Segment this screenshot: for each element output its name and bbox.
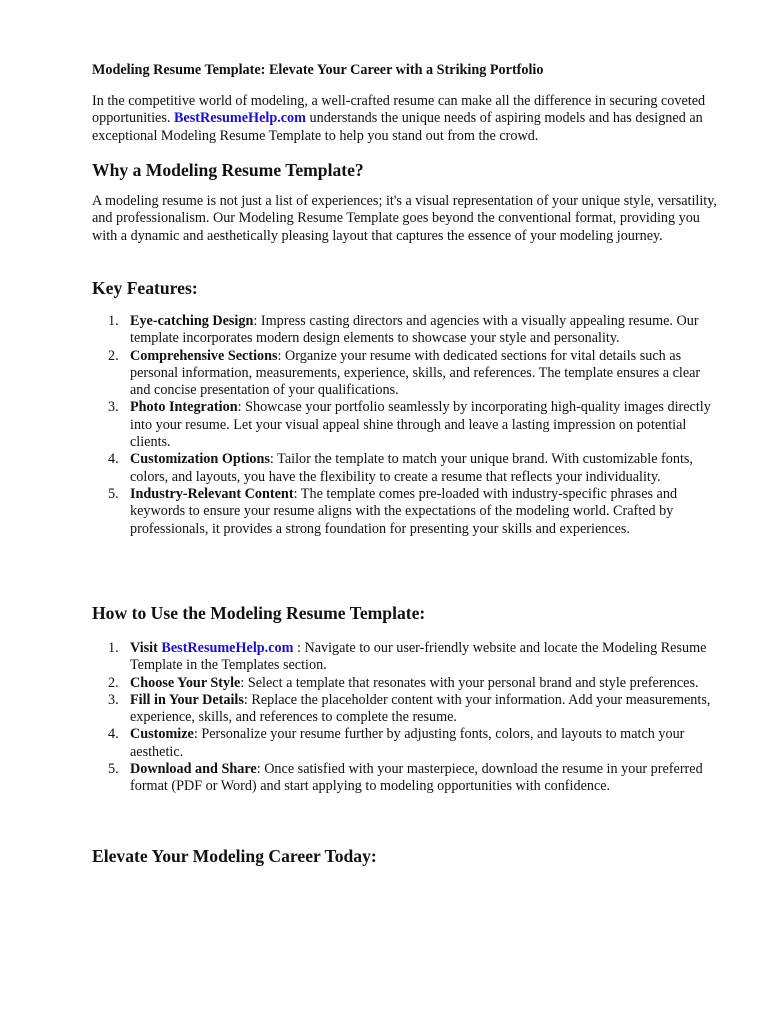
- list-item: [92, 348, 722, 400]
- feature-term: Industry-Relevant Content: [130, 485, 294, 502]
- list-item: [92, 313, 722, 348]
- list-item: [92, 399, 722, 451]
- key-features-heading: Key Features:: [92, 278, 198, 298]
- intro-text-after: understands the unique needs of aspiring models and has designed an exceptional Modeling Resume Template to help you stand out from the crowd.: [92, 110, 703, 144]
- step-text: Replace the placeholder content with your information. Add your measurements, experience, skills, and references to complete the resume.: [130, 691, 711, 726]
- term-separator: :: [237, 399, 242, 416]
- step-term: Download and Share: [130, 761, 257, 778]
- list-item: [92, 486, 722, 538]
- feature-text: Showcase your portfolio seamlessly by incorporating high-quality images directly into your resume. Let your visual appeal shine through and leave a lasting impression on potential clients.: [130, 399, 711, 451]
- step-text: Personalize your resume further by adjusting fonts, colors, and layouts to match your aesthetic.: [130, 726, 685, 760]
- list-number: 2.: [108, 674, 119, 691]
- feature-text: Impress casting directors and agencies with a visually appealing resume. Our template incorporates modern design elements to showcase your style and personality.: [130, 313, 699, 347]
- step-term: Fill in Your Details: [130, 691, 244, 708]
- elevate-career-heading: Elevate Your Modeling Career Today:: [92, 846, 377, 866]
- how-to-use-heading: How to Use the Modeling Resume Template:: [92, 603, 426, 623]
- step-text: Once satisfied with your masterpiece, download the resume in your preferred format (PDF or Word) and start applying to modeling opportunities with confidence.: [130, 761, 703, 795]
- list-number: 3.: [108, 691, 119, 708]
- step-text: Navigate to our user-friendly website and locate the Modeling Resume Template in the Templates section.: [130, 640, 707, 674]
- term-separator: :: [277, 347, 282, 364]
- term-separator: :: [243, 691, 248, 708]
- list-item: [92, 726, 722, 761]
- list-number: 3.: [108, 399, 119, 416]
- list-number: 5.: [108, 485, 119, 502]
- step-term: Customize: [130, 726, 194, 743]
- feature-text: Tailor the template to match your unique brand. With customizable fonts, colors, and layouts, you have the flexibility to create a resume that reflects your individuality.: [130, 451, 693, 485]
- term-separator: :: [253, 313, 258, 329]
- bestresumehelp-link[interactable]: BestResumeHelp.com: [173, 110, 306, 127]
- term-separator: :: [293, 640, 301, 656]
- bestresumehelp-link[interactable]: BestResumeHelp.com: [161, 640, 294, 656]
- feature-text: Organize your resume with dedicated sections for vital details such as personal information, measurements, experience, skills, and references. The template ensures a clear and concise presentation of your qualifications.: [130, 347, 701, 399]
- list-number: 4.: [108, 451, 119, 468]
- document-title: Modeling Resume Template: Elevate Your Career with a Striking Portfolio: [92, 62, 544, 78]
- step-text: Select a template that resonates with your personal brand and style preferences.: [244, 674, 699, 691]
- list-number: 4.: [108, 726, 119, 743]
- feature-term: Comprehensive Sections: [130, 347, 278, 364]
- step-term: Visit: [130, 640, 162, 656]
- feature-term: Photo Integration: [130, 399, 238, 416]
- feature-text: The template comes pre-loaded with industry-specific phrases and keywords to ensure your resume aligns with the expectations of the modeling world. Crafted by professionals, it provides a strong foundation for presenting your skills and experiences.: [130, 485, 678, 537]
- list-number: 1.: [108, 640, 119, 656]
- step-term: Choose Your Style: [130, 674, 241, 691]
- why-heading: Why a Modeling Resume Template?: [92, 160, 364, 180]
- list-item: [92, 451, 722, 486]
- term-separator: :: [269, 451, 274, 468]
- term-separator: :: [193, 726, 198, 743]
- list-item: [92, 675, 722, 692]
- term-separator: :: [240, 674, 245, 691]
- list-item: [92, 640, 722, 675]
- term-separator: :: [256, 761, 261, 778]
- intro-paragraph: [92, 93, 722, 145]
- why-paragraph: A modeling resume is not just a list of experiences; it's a visual representation of your unique style, versatility, and professionalism. Our Modeling Resume Template goes beyond the conventional format, providing you with a dynamic and aesthetically pleasing layout that captures the essence of your modeling journey.: [92, 193, 717, 244]
- list-number: 1.: [108, 313, 119, 329]
- list-number: 2.: [108, 347, 119, 364]
- list-item: [92, 761, 722, 796]
- term-separator: :: [293, 485, 298, 502]
- list-number: 5.: [108, 761, 119, 778]
- feature-term: Customization Options: [130, 451, 270, 468]
- feature-term: Eye-catching Design: [130, 313, 254, 329]
- key-features-list: [92, 313, 722, 538]
- how-to-use-list: [92, 640, 722, 796]
- list-item: [92, 692, 722, 727]
- intro-text-before: In the competitive world of modeling, a well-crafted resume can make all the difference in securing coveted opportunities.: [92, 93, 706, 127]
